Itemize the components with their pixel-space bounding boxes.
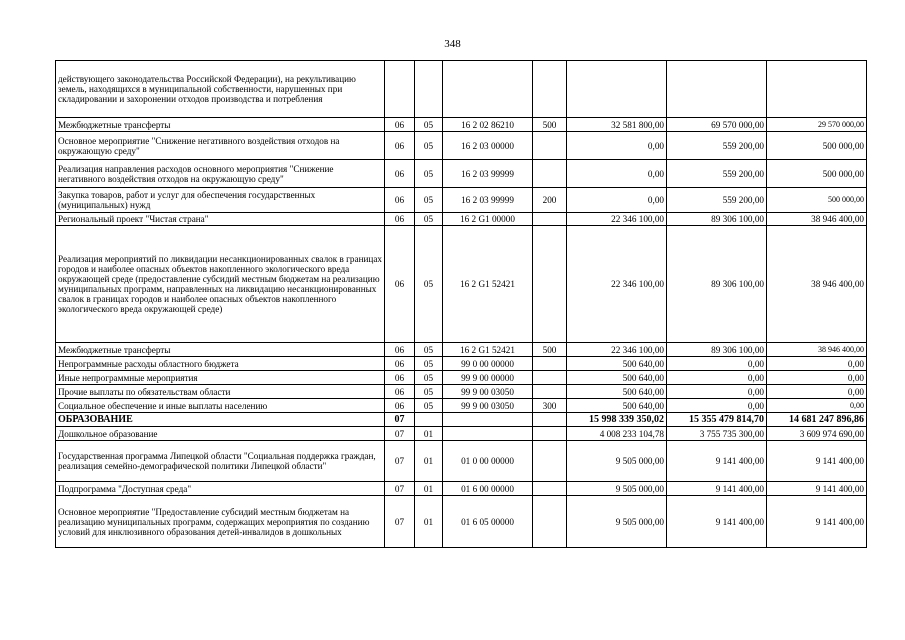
row-name: Межбюджетные трансферты — [56, 118, 385, 132]
row-name: ОБРАЗОВАНИЕ — [56, 413, 385, 427]
row-name: Подпрограмма "Доступная среда" — [56, 482, 385, 496]
amount-year-2: 559 200,00 — [667, 160, 767, 188]
amount-year-1: 500 640,00 — [567, 399, 667, 413]
table-row — [56, 160, 867, 188]
expense-type-code — [533, 385, 567, 399]
row-name: Дошкольное образование — [56, 427, 385, 441]
subsection-code: 05 — [415, 188, 443, 213]
expense-type-code — [533, 213, 567, 226]
amount-year-3: 500 000,00 — [767, 132, 867, 160]
section-code: 06 — [385, 385, 415, 399]
table-row — [56, 399, 867, 413]
amount-year-2: 9 141 400,00 — [667, 496, 767, 548]
subsection-code: 01 — [415, 441, 443, 482]
amount-year-2: 559 200,00 — [667, 188, 767, 213]
section-code: 06 — [385, 357, 415, 371]
section-code: 07 — [385, 441, 415, 482]
table-row — [56, 118, 867, 132]
table-row — [56, 427, 867, 441]
section-code: 06 — [385, 371, 415, 385]
section-code: 06 — [385, 160, 415, 188]
amount-year-3: 9 141 400,00 — [767, 482, 867, 496]
row-name: Непрограммные расходы областного бюджета — [56, 357, 385, 371]
table-row — [56, 213, 867, 226]
section-code: 06 — [385, 213, 415, 226]
subsection-code: 05 — [415, 160, 443, 188]
expense-type-code: 500 — [533, 118, 567, 132]
table-row — [56, 357, 867, 371]
section-code: 07 — [385, 427, 415, 441]
amount-year-2: 0,00 — [667, 357, 767, 371]
amount-year-2: 89 306 100,00 — [667, 343, 767, 357]
amount-year-1: 15 998 339 350,02 — [567, 413, 667, 427]
expense-type-code — [533, 61, 567, 118]
target-article-code: 01 6 05 00000 — [443, 496, 533, 548]
target-article-code: 16 2 02 86210 — [443, 118, 533, 132]
expense-type-code — [533, 413, 567, 427]
amount-year-1: 0,00 — [567, 188, 667, 213]
amount-year-3: 29 570 000,00 — [767, 118, 867, 132]
subsection-code: 01 — [415, 427, 443, 441]
amount-year-3: 500 000,00 — [767, 188, 867, 213]
target-article-code — [443, 413, 533, 427]
expense-type-code — [533, 496, 567, 548]
subsection-code: 05 — [415, 385, 443, 399]
table-row — [56, 482, 867, 496]
target-article-code: 16 2 03 99999 — [443, 188, 533, 213]
amount-year-1: 22 346 100,00 — [567, 343, 667, 357]
amount-year-3: 9 141 400,00 — [767, 441, 867, 482]
target-article-code: 16 2 G1 00000 — [443, 213, 533, 226]
amount-year-1: 500 640,00 — [567, 371, 667, 385]
expense-type-code: 200 — [533, 188, 567, 213]
row-name: Межбюджетные трансферты — [56, 343, 385, 357]
amount-year-3: 0,00 — [767, 399, 867, 413]
amount-year-3: 0,00 — [767, 371, 867, 385]
expense-type-code — [533, 371, 567, 385]
expense-type-code — [533, 132, 567, 160]
expense-type-code: 500 — [533, 343, 567, 357]
table-row — [56, 413, 867, 427]
subsection-code: 01 — [415, 496, 443, 548]
expense-type-code — [533, 357, 567, 371]
amount-year-2: 0,00 — [667, 371, 767, 385]
amount-year-1: 4 008 233 104,78 — [567, 427, 667, 441]
target-article-code: 16 2 G1 52421 — [443, 343, 533, 357]
section-code: 06 — [385, 118, 415, 132]
row-name: действующего законодательства Российской Федерации), на рекультивацию земель, находящихся в муниципальной собственности, нарушенных при складировании и захоронении отходов производства и потребления — [56, 61, 385, 118]
target-article-code: 16 2 03 99999 — [443, 160, 533, 188]
section-code: 06 — [385, 399, 415, 413]
section-code: 06 — [385, 226, 415, 343]
amount-year-2: 15 355 479 814,70 — [667, 413, 767, 427]
row-name: Реализация мероприятий по ликвидации несанкционированных свалок в границах городов и наиболее опасных объектов накопленного экологического вреда окружающей среде (предоставление субсидий местным бюджетам на реализацию муниципальных программ, направленных на ликвидацию несанкционированных свалок в границах городов и наиболее опасных объектов накопленного экологического вреда окружающей среде) — [56, 226, 385, 343]
table-row — [56, 188, 867, 213]
section-code: 06 — [385, 343, 415, 357]
row-name: Региональный проект "Чистая страна" — [56, 213, 385, 226]
amount-year-3 — [767, 61, 867, 118]
target-article-code: 16 2 03 00000 — [443, 132, 533, 160]
target-article-code: 99 9 00 03050 — [443, 385, 533, 399]
amount-year-1: 0,00 — [567, 132, 667, 160]
section-code: 07 — [385, 496, 415, 548]
subsection-code: 05 — [415, 371, 443, 385]
amount-year-1 — [567, 61, 667, 118]
subsection-code: 05 — [415, 357, 443, 371]
amount-year-1: 500 640,00 — [567, 357, 667, 371]
amount-year-3: 0,00 — [767, 357, 867, 371]
table-row — [56, 61, 867, 118]
row-name: Иные непрограммные мероприятия — [56, 371, 385, 385]
target-article-code — [443, 427, 533, 441]
row-name: Закупка товаров, работ и услуг для обеспечения государственных (муниципальных) нужд — [56, 188, 385, 213]
row-name: Основное мероприятие "Предоставление субсидий местным бюджетам на реализацию муниципальных программ, содержащих мероприятия по созданию условий для инклюзивного образования детей-инвалидов в дошкольных — [56, 496, 385, 548]
table-row — [56, 226, 867, 343]
table-row — [56, 343, 867, 357]
amount-year-1: 9 505 000,00 — [567, 441, 667, 482]
amount-year-1: 9 505 000,00 — [567, 496, 667, 548]
row-name: Социальное обеспечение и иные выплаты населению — [56, 399, 385, 413]
amount-year-3: 0,00 — [767, 385, 867, 399]
amount-year-3: 3 609 974 690,00 — [767, 427, 867, 441]
row-name: Государственная программа Липецкой области "Социальная поддержка граждан, реализация семейно-демографической политики Липецкой области" — [56, 441, 385, 482]
subsection-code: 05 — [415, 118, 443, 132]
expense-type-code: 300 — [533, 399, 567, 413]
row-name: Прочие выплаты по обязательствам области — [56, 385, 385, 399]
expense-type-code — [533, 160, 567, 188]
amount-year-3: 9 141 400,00 — [767, 496, 867, 548]
target-article-code: 01 6 00 00000 — [443, 482, 533, 496]
section-code — [385, 61, 415, 118]
amount-year-3: 38 946 400,00 — [767, 343, 867, 357]
subsection-code: 05 — [415, 343, 443, 357]
amount-year-2: 559 200,00 — [667, 132, 767, 160]
amount-year-2 — [667, 61, 767, 118]
amount-year-1: 500 640,00 — [567, 385, 667, 399]
expense-type-code — [533, 482, 567, 496]
subsection-code: 01 — [415, 482, 443, 496]
table-row — [56, 371, 867, 385]
target-article-code — [443, 61, 533, 118]
budget-table — [55, 60, 867, 548]
target-article-code: 01 0 00 00000 — [443, 441, 533, 482]
section-code: 07 — [385, 482, 415, 496]
amount-year-3: 500 000,00 — [767, 160, 867, 188]
subsection-code: 05 — [415, 132, 443, 160]
row-name: Основное мероприятие "Снижение негативного воздействия отходов на окружающую среду" — [56, 132, 385, 160]
expense-type-code — [533, 226, 567, 343]
amount-year-2: 89 306 100,00 — [667, 226, 767, 343]
amount-year-1: 0,00 — [567, 160, 667, 188]
table-row — [56, 441, 867, 482]
amount-year-3: 38 946 400,00 — [767, 213, 867, 226]
amount-year-2: 9 141 400,00 — [667, 482, 767, 496]
amount-year-2: 69 570 000,00 — [667, 118, 767, 132]
target-article-code: 99 9 00 03050 — [443, 399, 533, 413]
amount-year-2: 0,00 — [667, 399, 767, 413]
amount-year-3: 38 946 400,00 — [767, 226, 867, 343]
section-code: 06 — [385, 188, 415, 213]
target-article-code: 99 9 00 00000 — [443, 371, 533, 385]
subsection-code: 05 — [415, 213, 443, 226]
amount-year-1: 22 346 100,00 — [567, 226, 667, 343]
amount-year-1: 9 505 000,00 — [567, 482, 667, 496]
amount-year-2: 89 306 100,00 — [667, 213, 767, 226]
row-name: Реализация направления расходов основного мероприятия "Снижение негативного воздействия отходов на окружающую среду" — [56, 160, 385, 188]
table-row — [56, 496, 867, 548]
table-row — [56, 132, 867, 160]
target-article-code: 16 2 G1 52421 — [443, 226, 533, 343]
amount-year-2: 3 755 735 300,00 — [667, 427, 767, 441]
amount-year-3: 14 681 247 896,86 — [767, 413, 867, 427]
expense-type-code — [533, 427, 567, 441]
table-row — [56, 385, 867, 399]
page-number: 348 — [444, 38, 461, 50]
subsection-code: 05 — [415, 226, 443, 343]
amount-year-2: 9 141 400,00 — [667, 441, 767, 482]
amount-year-1: 22 346 100,00 — [567, 213, 667, 226]
section-code: 06 — [385, 132, 415, 160]
amount-year-2: 0,00 — [667, 385, 767, 399]
subsection-code — [415, 413, 443, 427]
section-code: 07 — [385, 413, 415, 427]
target-article-code: 99 0 00 00000 — [443, 357, 533, 371]
amount-year-1: 32 581 800,00 — [567, 118, 667, 132]
subsection-code: 05 — [415, 399, 443, 413]
subsection-code — [415, 61, 443, 118]
expense-type-code — [533, 441, 567, 482]
